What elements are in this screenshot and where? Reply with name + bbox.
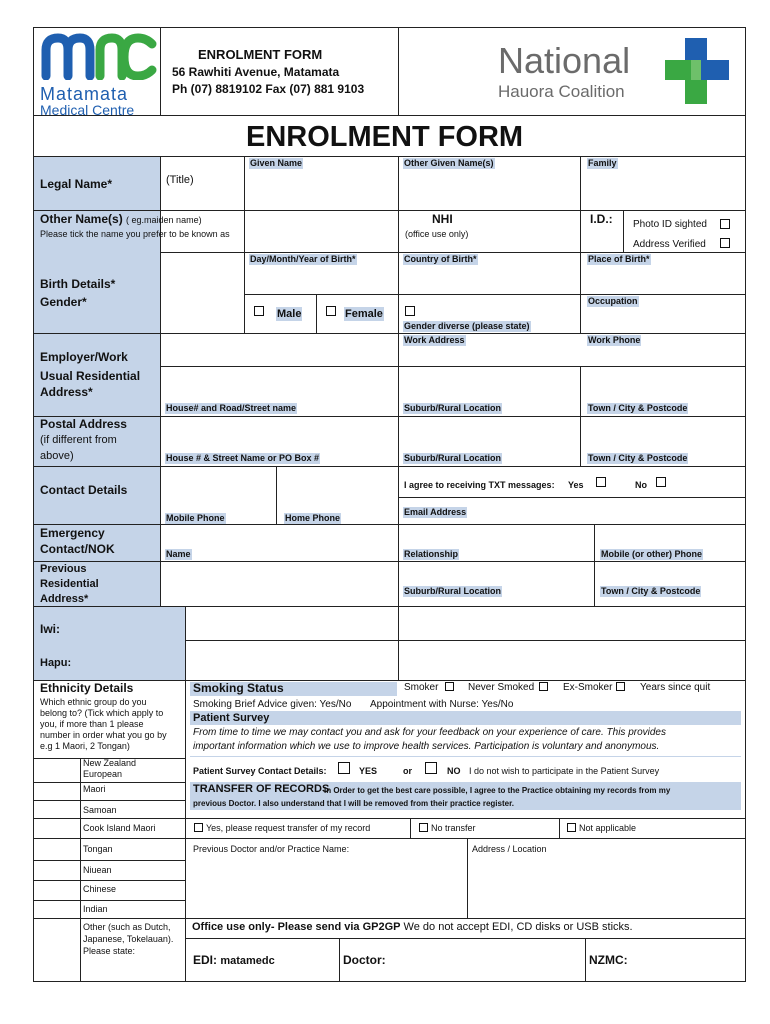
- ethnicity-cook-island[interactable]: Cook Island Maori: [83, 823, 156, 833]
- iwi-label: Iwi:: [40, 622, 60, 636]
- email-address-field[interactable]: Email Address: [404, 507, 467, 517]
- smoker-checkbox[interactable]: [445, 682, 454, 691]
- hapu-label: Hapu:: [40, 657, 72, 669]
- txt-consent-label: I agree to receiving TXT messages:: [404, 480, 555, 490]
- ethnicity-note: [40, 697, 185, 752]
- previous-doctor-field[interactable]: Previous Doctor and/or Practice Name:: [193, 844, 350, 854]
- birth-details-label: Birth Details*: [40, 277, 116, 291]
- previous-doctor-address-field[interactable]: Address / Location: [472, 844, 547, 854]
- mobile-phone-field[interactable]: Mobile Phone: [166, 513, 225, 523]
- smoker-label: Smoker: [404, 682, 439, 693]
- ex-smoker-label: Ex-Smoker: [563, 682, 613, 693]
- txt-no-checkbox[interactable]: [656, 477, 666, 487]
- res-town-field[interactable]: Town / City & Postcode: [588, 403, 688, 413]
- nhi-note: (office use only): [405, 229, 469, 239]
- transfer-no-checkbox[interactable]: [419, 823, 428, 832]
- logo-line2: Medical Centre: [40, 102, 135, 118]
- ethnicity-other[interactable]: Other (such as Dutch, Japanese, Tokelauan). Please state:: [83, 922, 174, 956]
- survey-or-label: or: [403, 766, 412, 776]
- header-phone: Ph (07) 8819102 Fax (07) 881 9103: [172, 82, 365, 96]
- transfer-text-1: In Order to get the best care possible, I agree to the Practice obtaining my records from my: [324, 786, 671, 795]
- transfer-na-label: Not applicable: [579, 823, 637, 833]
- id-label: I.D.:: [590, 212, 613, 226]
- ethnicity-maori[interactable]: Maori: [83, 784, 106, 794]
- postal-town-field[interactable]: Town / City & Postcode: [588, 453, 688, 463]
- nzmc-label: NZMC:: [589, 953, 628, 967]
- office-use-label: [192, 921, 633, 934]
- other-given-name-field[interactable]: Other Given Name(s): [404, 158, 494, 168]
- survey-contact-label: Patient Survey Contact Details:: [193, 766, 327, 776]
- never-smoked-label: Never Smoked: [468, 682, 535, 693]
- dob-field[interactable]: Day/Month/Year of Birth*: [250, 254, 356, 264]
- emergency-label-2: Contact/NOK: [40, 542, 115, 556]
- address-verified-checkbox[interactable]: [720, 238, 730, 248]
- ethnicity-samoan[interactable]: Samoan: [83, 805, 117, 815]
- page-title: ENROLMENT FORM: [246, 121, 524, 153]
- header-form-label: ENROLMENT FORM: [198, 47, 323, 62]
- work-phone-field[interactable]: Work Phone: [588, 335, 641, 345]
- smoking-advice-field[interactable]: Smoking Brief Advice given: Yes/No: [193, 699, 352, 710]
- other-names-note: Please tick the name you prefer to be known as: [40, 229, 230, 239]
- nurse-appointment-field[interactable]: Appointment with Nurse: Yes/No: [370, 699, 514, 710]
- nok-mobile-field[interactable]: Mobile (or other) Phone: [601, 549, 702, 559]
- residential-address-label: Usual Residential Address*: [40, 369, 141, 399]
- postal-sub2: above): [40, 450, 74, 462]
- ethnicity-note-line: e.g 1 Maori, 2 Tongan): [40, 741, 130, 751]
- partner-line1: National: [498, 40, 631, 81]
- hauora-cross-icon: [663, 36, 733, 106]
- postal-suburb-field[interactable]: Suburb/Rural Location: [404, 453, 502, 463]
- smoking-status-label: Smoking Status: [193, 681, 284, 695]
- title-field[interactable]: (Title): [166, 174, 194, 186]
- male-label: Male: [277, 308, 302, 320]
- postal-house-field[interactable]: House # & Street Name or PO Box #: [166, 453, 320, 463]
- nok-name-field[interactable]: Name: [166, 549, 191, 559]
- ethnicity-note-line: you, if more than 1 please: [40, 719, 144, 729]
- country-of-birth-field[interactable]: Country of Birth*: [404, 254, 477, 264]
- res-suburb-field[interactable]: Suburb/Rural Location: [404, 403, 502, 413]
- male-checkbox[interactable]: [254, 306, 264, 316]
- ethnicity-note-line: belong to? (Tick which apply to: [40, 708, 164, 718]
- ethnicity-niuean[interactable]: Niuean: [83, 865, 112, 875]
- transfer-text-2: previous Doctor. I also understand that I will be removed from their practice register.: [193, 799, 514, 808]
- doctor-label: Doctor:: [343, 953, 386, 967]
- photo-id-label: Photo ID sighted: [633, 219, 707, 230]
- gender-diverse-checkbox[interactable]: [405, 306, 415, 316]
- previous-label-2: Residential: [40, 578, 99, 590]
- never-smoked-checkbox[interactable]: [539, 682, 548, 691]
- ethnicity-label: Ethnicity Details: [40, 681, 134, 695]
- gender-label: Gender*: [40, 295, 87, 309]
- postal-sub1: (if different from: [40, 434, 117, 446]
- years-since-quit-label: Years since quit: [640, 682, 711, 693]
- res-house-field[interactable]: House# and Road/Street name: [166, 403, 297, 413]
- edi-label: [193, 954, 275, 968]
- address-verified-label: Address Verified: [633, 239, 706, 250]
- other-names-title: Other Name(s): [40, 212, 123, 226]
- txt-yes-label: Yes: [568, 480, 584, 490]
- survey-yes-checkbox[interactable]: [338, 762, 350, 774]
- survey-decline-label: I do not wish to participate in the Patient Survey: [469, 766, 660, 776]
- header-address: 56 Rawhiti Avenue, Matamata: [172, 65, 340, 79]
- female-label: Female: [345, 308, 383, 320]
- edi-title: EDI:: [193, 953, 217, 967]
- occupation-field[interactable]: Occupation: [588, 296, 638, 306]
- ex-smoker-checkbox[interactable]: [616, 682, 625, 691]
- other-names-label: [40, 213, 202, 227]
- mmc-logo-icon: [40, 32, 158, 80]
- employer-label: Employer/Work: [40, 350, 128, 364]
- nhi-label: NHI: [432, 212, 453, 226]
- transfer-yes-checkbox[interactable]: [194, 823, 203, 832]
- logo-line1: Matamata: [40, 84, 129, 104]
- legal-name-label: Legal Name*: [40, 177, 113, 191]
- survey-text-1: From time to time we may contact you and ask for your feedback on your experience of care. This provides: [193, 727, 666, 738]
- place-of-birth-field[interactable]: Place of Birth*: [588, 254, 650, 264]
- female-checkbox[interactable]: [326, 306, 336, 316]
- survey-text-2: important information which we use to improve health services. Participation is voluntary and anonymous.: [193, 741, 660, 752]
- other-names-eg: ( eg.maiden name): [126, 215, 202, 225]
- ethnicity-indian[interactable]: Indian: [83, 904, 108, 914]
- ethnicity-tongan[interactable]: Tongan: [83, 844, 113, 854]
- ethnicity-note-line: number in order what you go by: [40, 730, 167, 740]
- txt-no-label: No: [635, 480, 647, 490]
- survey-no-checkbox[interactable]: [425, 762, 437, 774]
- survey-no-label: NO: [447, 766, 461, 776]
- transfer-records-label: TRANSFER OF RECORDS: [193, 783, 330, 795]
- partner-line2: Hauora Coalition: [498, 82, 625, 101]
- given-name-field[interactable]: Given Name: [250, 158, 303, 168]
- work-address-field[interactable]: Work Address: [404, 335, 465, 345]
- logo-national-hauora: [495, 40, 740, 110]
- gender-diverse-label: Gender diverse (please state): [404, 321, 530, 331]
- family-name-field[interactable]: Family: [588, 158, 617, 168]
- ethnicity-note-line: Which ethnic group do you: [40, 697, 147, 707]
- ethnicity-nz-european[interactable]: New Zealand European: [83, 758, 137, 779]
- previous-label-3: Address*: [40, 593, 89, 605]
- home-phone-field[interactable]: Home Phone: [285, 513, 341, 523]
- transfer-yes-label: Yes, please request transfer of my record: [206, 823, 371, 833]
- office-use-note: We do not accept EDI, CD disks or USB sticks.: [403, 921, 633, 933]
- logo-matamata: [40, 32, 158, 118]
- contact-details-label: Contact Details: [40, 483, 128, 497]
- office-use-title: Office use only- Please send via GP2GP: [192, 921, 401, 933]
- previous-label-1: Previous: [40, 563, 87, 575]
- survey-yes-label: YES: [359, 766, 378, 776]
- patient-survey-label: Patient Survey: [193, 712, 270, 724]
- nok-relationship-field[interactable]: Relationship: [404, 549, 459, 559]
- txt-yes-checkbox[interactable]: [596, 477, 606, 487]
- emergency-label-1: Emergency: [40, 526, 105, 540]
- postal-address-label: Postal Address: [40, 417, 127, 431]
- transfer-no-label: No transfer: [431, 823, 476, 833]
- photo-id-checkbox[interactable]: [720, 219, 730, 229]
- edi-value: matamedc: [220, 955, 275, 967]
- transfer-na-checkbox[interactable]: [567, 823, 576, 832]
- prev-suburb-field[interactable]: Suburb/Rural Location: [404, 586, 502, 596]
- prev-town-field[interactable]: Town / City & Postcode: [601, 586, 701, 596]
- ethnicity-chinese[interactable]: Chinese: [83, 884, 117, 894]
